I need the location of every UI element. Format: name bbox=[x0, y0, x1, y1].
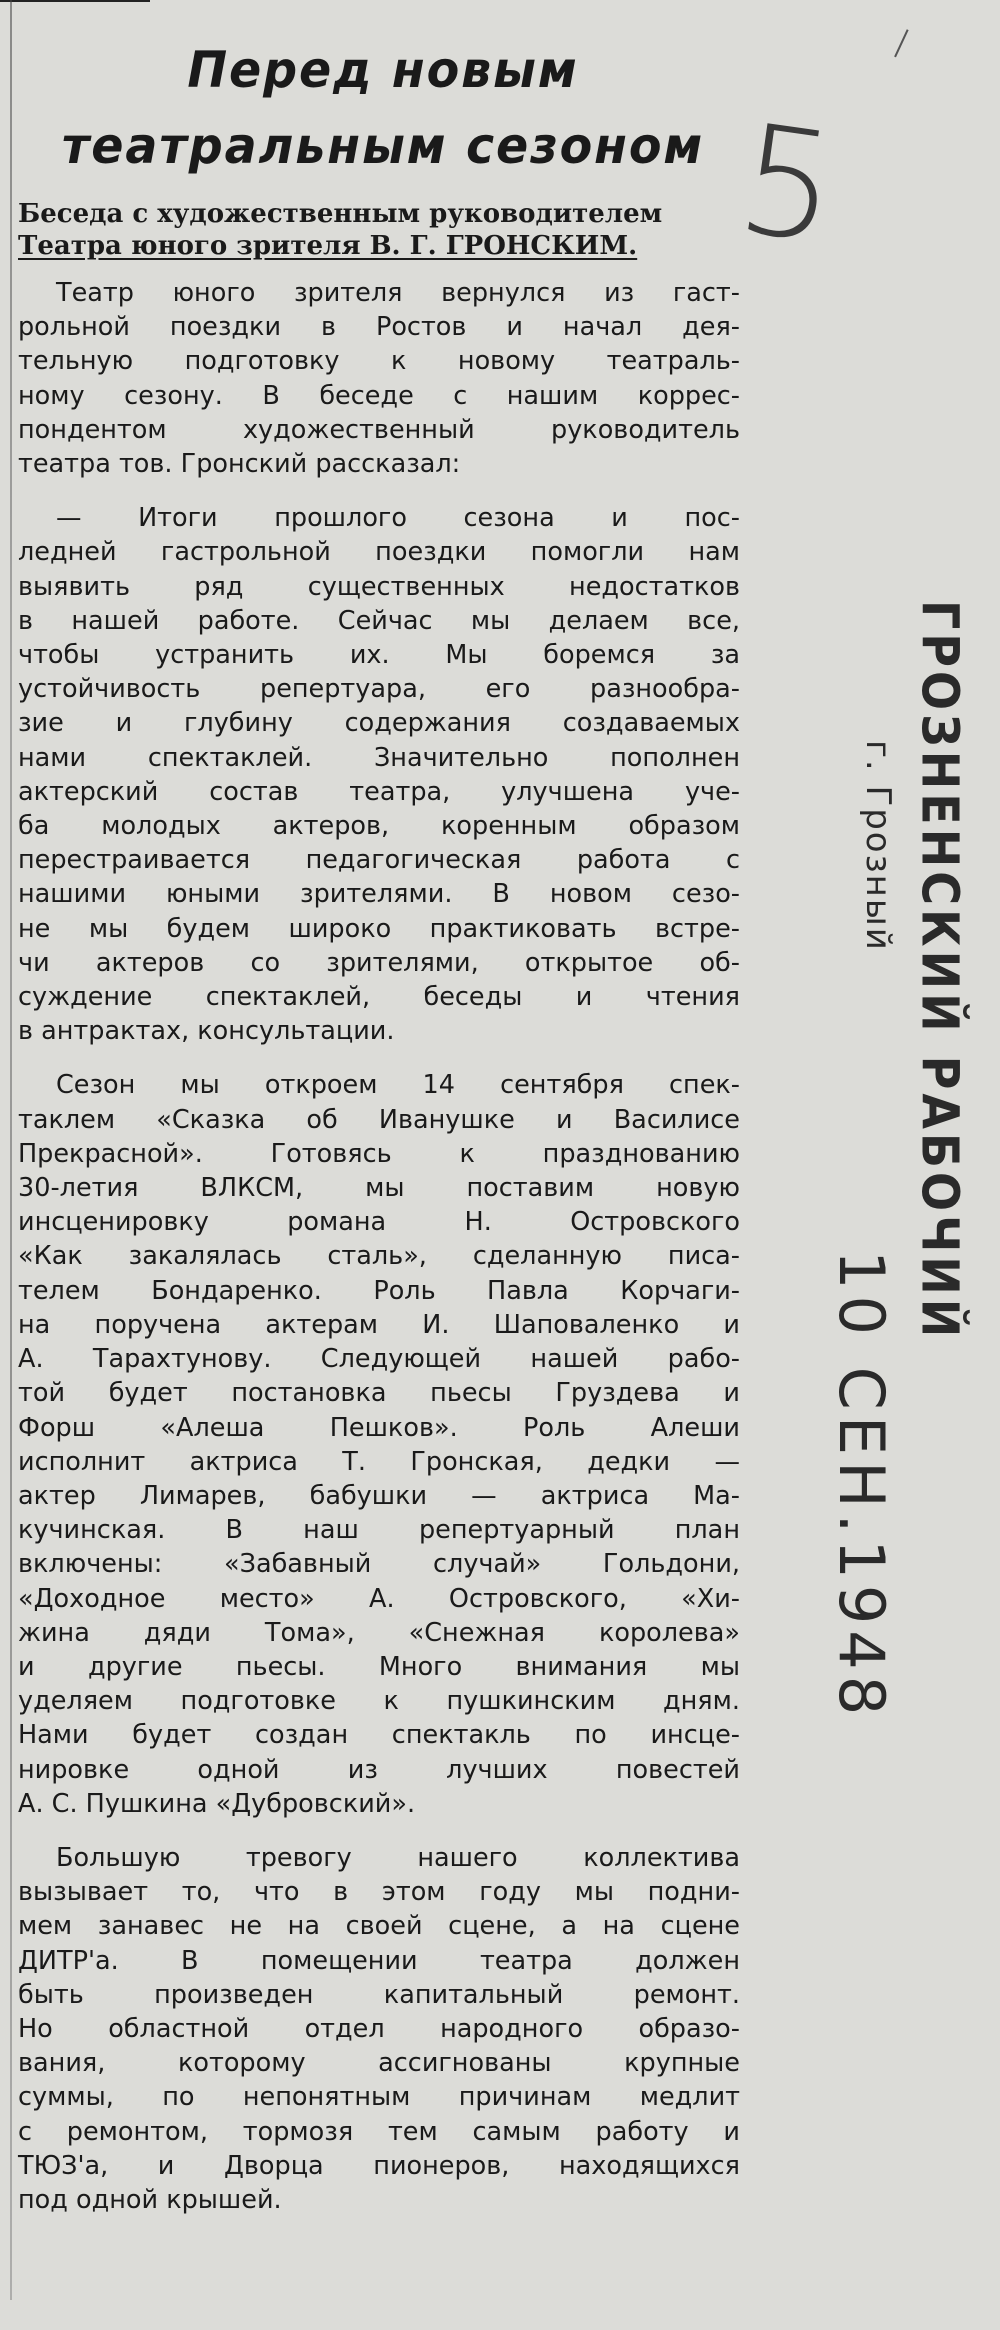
subheadline bbox=[18, 198, 748, 262]
article-paragraph bbox=[18, 1841, 748, 2217]
paragraph-line: ДИТР'а. В помещении театра должен bbox=[18, 1945, 740, 1976]
paragraph-line: жина дяди Тома», «Снежная королева» bbox=[18, 1617, 740, 1648]
paragraph-line: Театр юного зрителя вернулся из гаст- bbox=[56, 278, 740, 308]
paragraph-line: Но областной отдел народного образо- bbox=[18, 2013, 740, 2044]
paragraph-line: ба молодых актеров, коренным образом bbox=[18, 811, 740, 842]
paragraph-line: ному сезону. В беседе с нашим коррес- bbox=[18, 380, 740, 411]
paragraph-line: перестраивается педагогическая работа с bbox=[18, 845, 740, 876]
paragraph-line: Нами будет создан спектакль по инсце- bbox=[18, 1720, 740, 1751]
paragraph-line: театра тов. Гронский рассказал: bbox=[18, 449, 461, 480]
paragraph-line: — Итоги прошлого сезона и пос- bbox=[56, 503, 740, 534]
paragraph-line: нашими юными зрителями. В новом сезо- bbox=[18, 879, 740, 910]
article bbox=[18, 20, 748, 2237]
paragraph-line: уделяем подготовке к пушкинским дням. bbox=[18, 1686, 740, 1717]
paragraph-line: с ремонтом, тормозя тем самым работу и bbox=[18, 2116, 740, 2147]
paragraph-line: мем занавес не на своей сцене, а на сцене bbox=[18, 1911, 740, 1942]
paragraph-line: в антрактах, консультации. bbox=[18, 1016, 395, 1047]
paragraph-line: ледней гастрольной поездки помогли нам bbox=[18, 537, 740, 568]
paragraph-line: актер Лимарев, бабушки — актриса Ма- bbox=[18, 1480, 740, 1511]
paragraph-line: инсценировку романа Н. Островского bbox=[18, 1207, 740, 1238]
newspaper-name: ГРОЗНЕНСКИЙ РАБОЧИЙ bbox=[910, 600, 970, 1342]
paragraph-line: таклем «Сказка об Иванушке и Василисе bbox=[18, 1104, 740, 1135]
paragraph-line: нировке одной из лучших повестей bbox=[18, 1754, 740, 1785]
paragraph-line: 30-летия ВЛКСМ, мы поставим новую bbox=[18, 1173, 740, 1204]
paragraph-line: под одной крышей. bbox=[18, 2184, 282, 2215]
paragraph-line: суждение спектаклей, беседы и чтения bbox=[18, 982, 740, 1013]
paragraph-line: устойчивость репертуара, его разнообра- bbox=[18, 674, 740, 705]
subheadline-line-2: Театра юного зрителя В. Г. ГРОНСКИМ. bbox=[18, 231, 638, 261]
headline-line-2: театральным сезоном bbox=[61, 117, 705, 175]
subheadline-line-1: Беседа с художественным руководителем bbox=[18, 199, 663, 229]
headline bbox=[36, 32, 730, 184]
paragraph-line: чи актеров со зрителями, открытое об- bbox=[18, 947, 740, 978]
article-paragraph bbox=[18, 1068, 748, 1820]
article-body bbox=[18, 276, 748, 2217]
paragraph-line: телем Бондаренко. Роль Павла Корчаги- bbox=[18, 1275, 740, 1306]
paragraph-line: на поручена актерам И. Шаповаленко и bbox=[18, 1309, 740, 1340]
paragraph-line: вызывает то, что в этом году мы подни- bbox=[18, 1877, 740, 1908]
pencil-mark bbox=[894, 29, 916, 60]
paragraph-line: вания, которому ассигнованы крупные bbox=[18, 2048, 740, 2079]
article-paragraph bbox=[18, 501, 748, 1048]
clipping-stamp bbox=[780, 590, 980, 1722]
column-rule bbox=[10, 0, 12, 2300]
page-edge-rule bbox=[0, 0, 150, 2]
paragraph-line: Сезон мы откроем 14 сентября спек- bbox=[56, 1070, 740, 1101]
paragraph-line: исполнит актриса Т. Гронская, дедки — bbox=[18, 1446, 740, 1477]
paragraph-line: актерский состав театра, улучшена уче- bbox=[18, 776, 740, 807]
paragraph-line: А. Тарахтунову. Следующей нашей рабо- bbox=[18, 1344, 740, 1375]
paragraph-line: Форш «Алеша Пешков». Роль Алеши bbox=[18, 1412, 740, 1443]
handwritten-number: 5 bbox=[728, 92, 848, 278]
paragraph-line: кучинская. В наш репертуарный план bbox=[18, 1515, 740, 1546]
paragraph-line: в нашей работе. Сейчас мы делаем все, bbox=[18, 605, 740, 636]
paragraph-line: ТЮЗ'а, и Дворца пионеров, находящихся bbox=[18, 2150, 740, 2181]
paragraph-line: той будет постановка пьесы Груздева и bbox=[18, 1378, 740, 1409]
paragraph-line: Большую тревогу нашего коллектива bbox=[56, 1842, 740, 1873]
article-paragraph bbox=[18, 276, 748, 481]
paragraph-line: и другие пьесы. Много внимания мы bbox=[18, 1651, 740, 1682]
paragraph-line: чтобы устранить их. Мы боремся за bbox=[18, 640, 740, 671]
paragraph-line: Прекрасной». Готовясь к празднованию bbox=[18, 1138, 740, 1169]
paragraph-line: быть произведен капитальный ремонт. bbox=[18, 1979, 740, 2010]
paragraph-line: нами спектаклей. Значительно пополнен bbox=[18, 742, 740, 773]
paragraph-line: выявить ряд существенных недостатков bbox=[18, 571, 740, 602]
paragraph-line: пондентом художественный руководитель bbox=[18, 414, 740, 445]
paragraph-line: не мы будем широко практиковать встре- bbox=[18, 913, 740, 944]
paragraph-line: «Как закалялась сталь», сделанную писа- bbox=[18, 1241, 740, 1272]
paragraph-line: рольной поездки в Ростов и начал дея- bbox=[18, 312, 740, 343]
paragraph-line: А. С. Пушкина «Дубровский». bbox=[18, 1788, 416, 1819]
paragraph-line: тельную подготовку к новому театраль- bbox=[18, 346, 740, 377]
date-stamp: 10 СЕН.1948 bbox=[825, 1250, 898, 1722]
headline-line-1: Перед новым bbox=[187, 41, 579, 99]
paragraph-line: включены: «Забавный случай» Гольдони, bbox=[18, 1549, 740, 1580]
city-name: г. Грозный bbox=[858, 740, 898, 952]
paragraph-line: «Доходное место» А. Островского, «Хи- bbox=[18, 1583, 740, 1614]
paragraph-line: зие и глубину содержания создаваемых bbox=[18, 708, 740, 739]
paragraph-line: суммы, по непонятным причинам медлит bbox=[18, 2082, 740, 2113]
